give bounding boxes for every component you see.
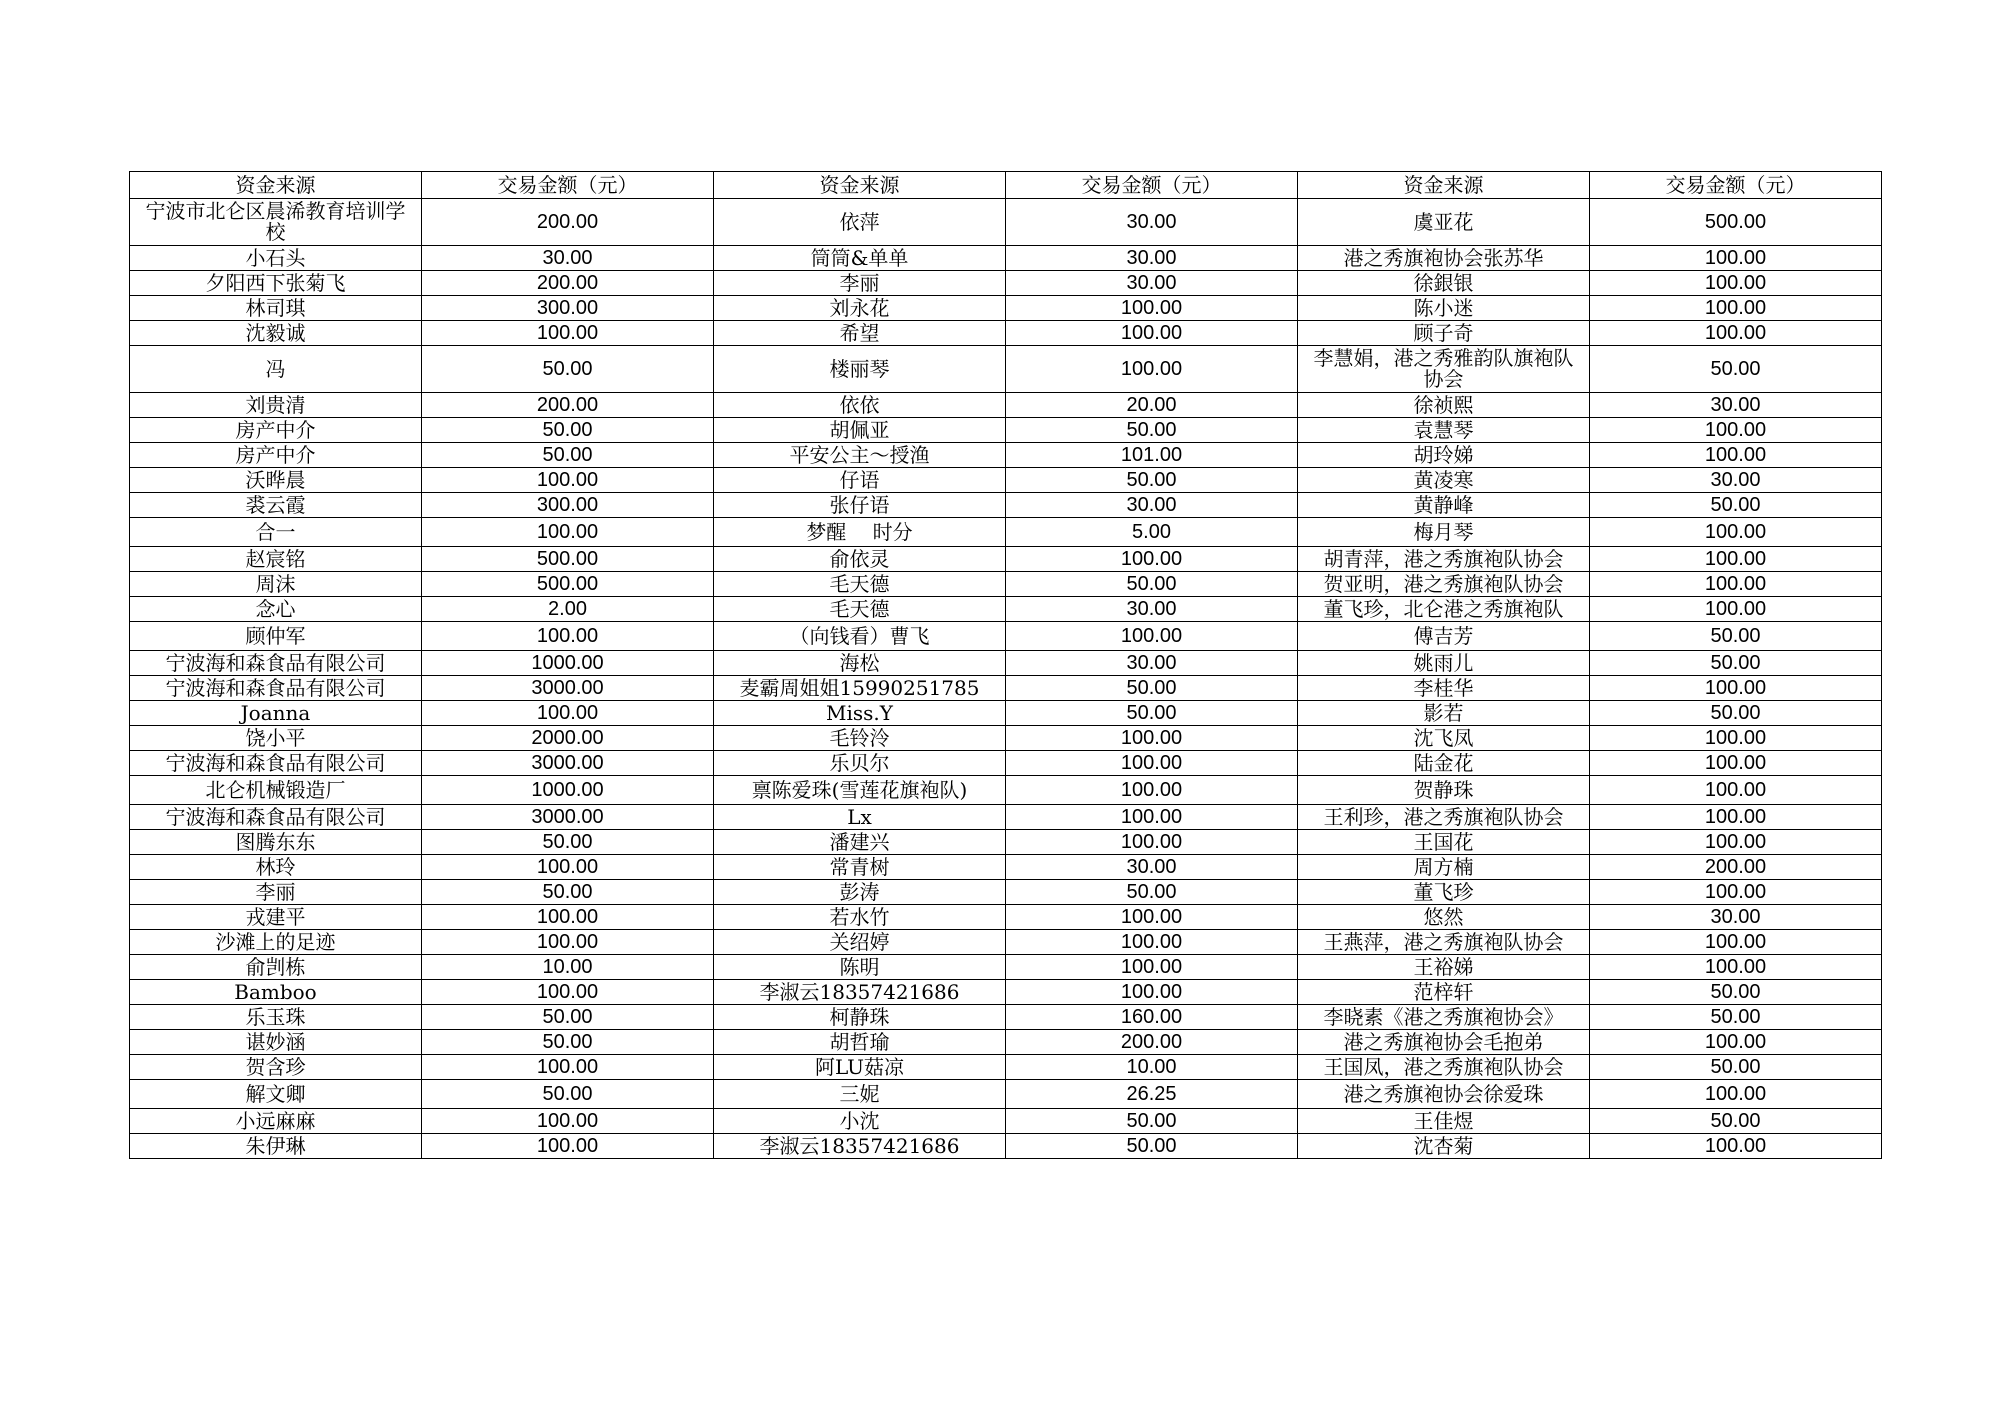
amount-cell: 100.00 bbox=[1006, 726, 1298, 751]
table-row bbox=[130, 572, 1882, 597]
amount-cell: 50.00 bbox=[1006, 1109, 1298, 1134]
amount-cell: 100.00 bbox=[1006, 296, 1298, 321]
amount-cell: 30.00 bbox=[1006, 855, 1298, 880]
source-cell: 顾仲军 bbox=[130, 622, 422, 651]
amount-cell: 50.00 bbox=[1006, 418, 1298, 443]
amount-cell: 100.00 bbox=[422, 905, 714, 930]
source-cell: 合一 bbox=[130, 518, 422, 547]
source-cell: 李丽 bbox=[714, 271, 1006, 296]
source-cell: 毛铃泠 bbox=[714, 726, 1006, 751]
amount-cell: 50.00 bbox=[1006, 676, 1298, 701]
source-cell: 仔语 bbox=[714, 468, 1006, 493]
amount-cell: 200.00 bbox=[1590, 855, 1882, 880]
table-row bbox=[130, 1134, 1882, 1159]
source-cell: 赵宸铭 bbox=[130, 547, 422, 572]
amount-cell: 3000.00 bbox=[422, 676, 714, 701]
source-cell: 房产中介 bbox=[130, 443, 422, 468]
amount-cell: 100.00 bbox=[1006, 805, 1298, 830]
amount-cell: 100.00 bbox=[1006, 830, 1298, 855]
source-cell: 俞剀栋 bbox=[130, 955, 422, 980]
source-cell: 陆金花 bbox=[1298, 751, 1590, 776]
amount-cell: 50.00 bbox=[422, 443, 714, 468]
source-cell: 港之秀旗袍协会张苏华 bbox=[1298, 246, 1590, 271]
source-cell: 梅月琴 bbox=[1298, 518, 1590, 547]
amount-cell: 100.00 bbox=[1006, 622, 1298, 651]
source-cell: 沈毅诚 bbox=[130, 321, 422, 346]
source-cell: 宁波海和森食品有限公司 bbox=[130, 676, 422, 701]
amount-cell: 100.00 bbox=[1006, 930, 1298, 955]
amount-cell: 100.00 bbox=[1590, 547, 1882, 572]
amount-cell: 500.00 bbox=[1590, 199, 1882, 246]
table-row bbox=[130, 905, 1882, 930]
amount-cell: 50.00 bbox=[1590, 346, 1882, 393]
amount-cell: 30.00 bbox=[1006, 493, 1298, 518]
amount-cell: 50.00 bbox=[1590, 651, 1882, 676]
source-cell: 顾子奇 bbox=[1298, 321, 1590, 346]
table-row bbox=[130, 980, 1882, 1005]
table-row bbox=[130, 830, 1882, 855]
amount-cell: 100.00 bbox=[1590, 321, 1882, 346]
amount-cell: 100.00 bbox=[1590, 597, 1882, 622]
source-cell: 沈杏菊 bbox=[1298, 1134, 1590, 1159]
source-cell: 王裕娣 bbox=[1298, 955, 1590, 980]
table-row bbox=[130, 199, 1882, 246]
source-cell: 平安公主～授渔 bbox=[714, 443, 1006, 468]
table-body bbox=[130, 199, 1882, 1159]
source-cell: 沈飞凤 bbox=[1298, 726, 1590, 751]
amount-cell: 50.00 bbox=[1590, 1055, 1882, 1080]
source-cell: 柯静珠 bbox=[714, 1005, 1006, 1030]
source-cell: 毛天德 bbox=[714, 572, 1006, 597]
source-cell: 三妮 bbox=[714, 1080, 1006, 1109]
source-cell: Lx bbox=[714, 805, 1006, 830]
source-cell: 李慧娟，港之秀雅韵队旗袍队协会 bbox=[1298, 346, 1590, 393]
amount-cell: 50.00 bbox=[1006, 572, 1298, 597]
table-row bbox=[130, 1055, 1882, 1080]
source-cell: 徐祯熙 bbox=[1298, 393, 1590, 418]
table-row bbox=[130, 393, 1882, 418]
amount-cell: 100.00 bbox=[1590, 805, 1882, 830]
amount-cell: 100.00 bbox=[422, 468, 714, 493]
amount-cell: 50.00 bbox=[1006, 1134, 1298, 1159]
table-row bbox=[130, 468, 1882, 493]
source-cell: 朱伊琳 bbox=[130, 1134, 422, 1159]
amount-cell: 5.00 bbox=[1006, 518, 1298, 547]
amount-cell: 100.00 bbox=[1590, 271, 1882, 296]
source-cell: 董飞珍，北仑港之秀旗袍队 bbox=[1298, 597, 1590, 622]
source-cell: 贺亚明，港之秀旗袍队协会 bbox=[1298, 572, 1590, 597]
source-cell: 李丽 bbox=[130, 880, 422, 905]
source-cell: 希望 bbox=[714, 321, 1006, 346]
table-row bbox=[130, 855, 1882, 880]
amount-cell: 100.00 bbox=[1006, 321, 1298, 346]
table-row bbox=[130, 751, 1882, 776]
amount-cell: 100.00 bbox=[1006, 905, 1298, 930]
source-cell: 依依 bbox=[714, 393, 1006, 418]
source-cell: 筒筒&单单 bbox=[714, 246, 1006, 271]
source-cell: 宁波海和森食品有限公司 bbox=[130, 751, 422, 776]
donation-ledger bbox=[129, 171, 1882, 1159]
source-cell: Joanna bbox=[130, 701, 422, 726]
table-row bbox=[130, 622, 1882, 651]
table-row bbox=[130, 880, 1882, 905]
source-cell: 董飞珍 bbox=[1298, 880, 1590, 905]
amount-cell: 100.00 bbox=[1590, 955, 1882, 980]
amount-cell: 3000.00 bbox=[422, 805, 714, 830]
table-row bbox=[130, 651, 1882, 676]
amount-cell: 100.00 bbox=[422, 1134, 714, 1159]
table-row bbox=[130, 701, 1882, 726]
source-cell: 常青树 bbox=[714, 855, 1006, 880]
source-cell: 依萍 bbox=[714, 199, 1006, 246]
amount-cell: 50.00 bbox=[1590, 1109, 1882, 1134]
amount-cell: 100.00 bbox=[1590, 1134, 1882, 1159]
amount-cell: 100.00 bbox=[1590, 296, 1882, 321]
amount-cell: 100.00 bbox=[1590, 776, 1882, 805]
amount-cell: 30.00 bbox=[1590, 468, 1882, 493]
amount-cell: 100.00 bbox=[1590, 1080, 1882, 1109]
source-cell: 宁波海和森食品有限公司 bbox=[130, 805, 422, 830]
source-cell: 宁波海和森食品有限公司 bbox=[130, 651, 422, 676]
amount-cell: 200.00 bbox=[422, 199, 714, 246]
amount-cell: 50.00 bbox=[422, 830, 714, 855]
table-row bbox=[130, 1109, 1882, 1134]
source-cell: 傅吉芳 bbox=[1298, 622, 1590, 651]
amount-cell: 1000.00 bbox=[422, 651, 714, 676]
amount-cell: 100.00 bbox=[1006, 776, 1298, 805]
header-amount-1: 交易金额（元） bbox=[422, 172, 714, 199]
amount-cell: 30.00 bbox=[1006, 246, 1298, 271]
amount-cell: 50.00 bbox=[422, 346, 714, 393]
amount-cell: 2.00 bbox=[422, 597, 714, 622]
source-cell: 北仑机械锻造厂 bbox=[130, 776, 422, 805]
amount-cell: 50.00 bbox=[422, 418, 714, 443]
amount-cell: 10.00 bbox=[1006, 1055, 1298, 1080]
source-cell: 影若 bbox=[1298, 701, 1590, 726]
amount-cell: 100.00 bbox=[422, 1055, 714, 1080]
source-cell: 王国凤，港之秀旗袍队协会 bbox=[1298, 1055, 1590, 1080]
amount-cell: 100.00 bbox=[422, 518, 714, 547]
amount-cell: 100.00 bbox=[1590, 418, 1882, 443]
amount-cell: 100.00 bbox=[1590, 572, 1882, 597]
table-row bbox=[130, 726, 1882, 751]
amount-cell: 20.00 bbox=[1006, 393, 1298, 418]
amount-cell: 50.00 bbox=[1006, 701, 1298, 726]
table-row bbox=[130, 246, 1882, 271]
source-cell: 乐玉珠 bbox=[130, 1005, 422, 1030]
source-cell: 谌妙涵 bbox=[130, 1030, 422, 1055]
source-cell: 房产中介 bbox=[130, 418, 422, 443]
source-cell: 戎建平 bbox=[130, 905, 422, 930]
amount-cell: 26.25 bbox=[1006, 1080, 1298, 1109]
source-cell: Miss.Y bbox=[714, 701, 1006, 726]
amount-cell: 50.00 bbox=[1590, 622, 1882, 651]
amount-cell: 100.00 bbox=[1590, 676, 1882, 701]
table-row bbox=[130, 346, 1882, 393]
table-row bbox=[130, 321, 1882, 346]
amount-cell: 200.00 bbox=[1006, 1030, 1298, 1055]
source-cell: 王燕萍，港之秀旗袍队协会 bbox=[1298, 930, 1590, 955]
amount-cell: 100.00 bbox=[1590, 1030, 1882, 1055]
amount-cell: 100.00 bbox=[1590, 443, 1882, 468]
source-cell: 悠然 bbox=[1298, 905, 1590, 930]
table-row bbox=[130, 518, 1882, 547]
donation-table bbox=[129, 171, 1882, 1159]
source-cell: 沙滩上的足迹 bbox=[130, 930, 422, 955]
source-cell: 姚雨儿 bbox=[1298, 651, 1590, 676]
amount-cell: 50.00 bbox=[422, 1005, 714, 1030]
source-cell: 梦醒 时分 bbox=[714, 518, 1006, 547]
amount-cell: 30.00 bbox=[1590, 393, 1882, 418]
source-cell: 沃晔晨 bbox=[130, 468, 422, 493]
source-cell: 胡玲娣 bbox=[1298, 443, 1590, 468]
table-row bbox=[130, 776, 1882, 805]
source-cell: 徐銀银 bbox=[1298, 271, 1590, 296]
source-cell: 王佳煜 bbox=[1298, 1109, 1590, 1134]
source-cell: 冯 bbox=[130, 346, 422, 393]
header-source-3: 资金来源 bbox=[1298, 172, 1590, 199]
table-row bbox=[130, 676, 1882, 701]
table-row bbox=[130, 1030, 1882, 1055]
table-row bbox=[130, 597, 1882, 622]
source-cell: 解文卿 bbox=[130, 1080, 422, 1109]
amount-cell: 100.00 bbox=[1006, 751, 1298, 776]
amount-cell: 100.00 bbox=[1590, 830, 1882, 855]
source-cell: 念心 bbox=[130, 597, 422, 622]
source-cell: 周沫 bbox=[130, 572, 422, 597]
source-cell: 胡青萍，港之秀旗袍队协会 bbox=[1298, 547, 1590, 572]
source-cell: 张仔语 bbox=[714, 493, 1006, 518]
source-cell: （向钱看）曹飞 bbox=[714, 622, 1006, 651]
source-cell: 港之秀旗袍协会毛抱弟 bbox=[1298, 1030, 1590, 1055]
source-cell: 范梓轩 bbox=[1298, 980, 1590, 1005]
source-cell: 图腾东东 bbox=[130, 830, 422, 855]
amount-cell: 30.00 bbox=[1590, 905, 1882, 930]
table-row bbox=[130, 296, 1882, 321]
amount-cell: 10.00 bbox=[422, 955, 714, 980]
amount-cell: 50.00 bbox=[1590, 493, 1882, 518]
source-cell: 港之秀旗袍协会徐爱珠 bbox=[1298, 1080, 1590, 1109]
table-row bbox=[130, 443, 1882, 468]
amount-cell: 100.00 bbox=[1006, 980, 1298, 1005]
source-cell: 黄凌寒 bbox=[1298, 468, 1590, 493]
source-cell: 李淑云18357421686 bbox=[714, 1134, 1006, 1159]
amount-cell: 100.00 bbox=[422, 622, 714, 651]
amount-cell: 30.00 bbox=[1006, 651, 1298, 676]
table-row bbox=[130, 547, 1882, 572]
amount-cell: 300.00 bbox=[422, 493, 714, 518]
source-cell: 禀陈爱珠(雪莲花旗袍队) bbox=[714, 776, 1006, 805]
amount-cell: 50.00 bbox=[1590, 980, 1882, 1005]
source-cell: 贺含珍 bbox=[130, 1055, 422, 1080]
source-cell: 周方楠 bbox=[1298, 855, 1590, 880]
source-cell: 陈小迷 bbox=[1298, 296, 1590, 321]
amount-cell: 101.00 bbox=[1006, 443, 1298, 468]
amount-cell: 2000.00 bbox=[422, 726, 714, 751]
source-cell: 贺静珠 bbox=[1298, 776, 1590, 805]
table-row bbox=[130, 1005, 1882, 1030]
amount-cell: 500.00 bbox=[422, 572, 714, 597]
amount-cell: 30.00 bbox=[1006, 597, 1298, 622]
source-cell: 林司琪 bbox=[130, 296, 422, 321]
amount-cell: 30.00 bbox=[422, 246, 714, 271]
header-source-1: 资金来源 bbox=[130, 172, 422, 199]
amount-cell: 500.00 bbox=[422, 547, 714, 572]
amount-cell: 100.00 bbox=[422, 701, 714, 726]
source-cell: 刘贵清 bbox=[130, 393, 422, 418]
source-cell: 小沈 bbox=[714, 1109, 1006, 1134]
amount-cell: 160.00 bbox=[1006, 1005, 1298, 1030]
source-cell: 若水竹 bbox=[714, 905, 1006, 930]
source-cell: 麦霸周姐姐15990251785 bbox=[714, 676, 1006, 701]
source-cell: 王利珍，港之秀旗袍队协会 bbox=[1298, 805, 1590, 830]
amount-cell: 50.00 bbox=[1590, 1005, 1882, 1030]
source-cell: 潘建兴 bbox=[714, 830, 1006, 855]
source-cell: 饶小平 bbox=[130, 726, 422, 751]
amount-cell: 100.00 bbox=[1006, 346, 1298, 393]
header-amount-3: 交易金额（元） bbox=[1590, 172, 1882, 199]
amount-cell: 100.00 bbox=[422, 1109, 714, 1134]
table-row bbox=[130, 271, 1882, 296]
amount-cell: 100.00 bbox=[422, 930, 714, 955]
amount-cell: 100.00 bbox=[1590, 880, 1882, 905]
amount-cell: 100.00 bbox=[1006, 547, 1298, 572]
source-cell: Bamboo bbox=[130, 980, 422, 1005]
source-cell: 胡佩亚 bbox=[714, 418, 1006, 443]
source-cell: 彭涛 bbox=[714, 880, 1006, 905]
amount-cell: 100.00 bbox=[1006, 955, 1298, 980]
amount-cell: 3000.00 bbox=[422, 751, 714, 776]
source-cell: 李晓素《港之秀旗袍协会》 bbox=[1298, 1005, 1590, 1030]
amount-cell: 200.00 bbox=[422, 271, 714, 296]
source-cell: 宁波市北仑区晨浠教育培训学校 bbox=[130, 199, 422, 246]
amount-cell: 100.00 bbox=[1590, 751, 1882, 776]
amount-cell: 100.00 bbox=[1590, 726, 1882, 751]
amount-cell: 50.00 bbox=[422, 1080, 714, 1109]
source-cell: 小远麻麻 bbox=[130, 1109, 422, 1134]
amount-cell: 100.00 bbox=[422, 980, 714, 1005]
amount-cell: 30.00 bbox=[1006, 199, 1298, 246]
header-row bbox=[130, 172, 1882, 199]
source-cell: 刘永花 bbox=[714, 296, 1006, 321]
header-amount-2: 交易金额（元） bbox=[1006, 172, 1298, 199]
amount-cell: 300.00 bbox=[422, 296, 714, 321]
amount-cell: 30.00 bbox=[1006, 271, 1298, 296]
table-row bbox=[130, 930, 1882, 955]
amount-cell: 50.00 bbox=[1006, 880, 1298, 905]
source-cell: 袁慧琴 bbox=[1298, 418, 1590, 443]
source-cell: 关绍婷 bbox=[714, 930, 1006, 955]
source-cell: 王国花 bbox=[1298, 830, 1590, 855]
amount-cell: 100.00 bbox=[422, 855, 714, 880]
source-cell: 裘云霞 bbox=[130, 493, 422, 518]
amount-cell: 100.00 bbox=[1590, 518, 1882, 547]
source-cell: 楼丽琴 bbox=[714, 346, 1006, 393]
amount-cell: 50.00 bbox=[422, 880, 714, 905]
amount-cell: 100.00 bbox=[1590, 246, 1882, 271]
amount-cell: 100.00 bbox=[422, 321, 714, 346]
source-cell: 乐贝尔 bbox=[714, 751, 1006, 776]
source-cell: 小石头 bbox=[130, 246, 422, 271]
amount-cell: 50.00 bbox=[422, 1030, 714, 1055]
amount-cell: 1000.00 bbox=[422, 776, 714, 805]
amount-cell: 100.00 bbox=[1590, 930, 1882, 955]
table-row bbox=[130, 418, 1882, 443]
source-cell: 阿LU菇凉 bbox=[714, 1055, 1006, 1080]
source-cell: 胡哲瑜 bbox=[714, 1030, 1006, 1055]
source-cell: 李淑云18357421686 bbox=[714, 980, 1006, 1005]
source-cell: 虞亚花 bbox=[1298, 199, 1590, 246]
header-source-2: 资金来源 bbox=[714, 172, 1006, 199]
source-cell: 林玲 bbox=[130, 855, 422, 880]
source-cell: 李桂华 bbox=[1298, 676, 1590, 701]
amount-cell: 50.00 bbox=[1590, 701, 1882, 726]
source-cell: 黄静峰 bbox=[1298, 493, 1590, 518]
source-cell: 夕阳西下张菊飞 bbox=[130, 271, 422, 296]
source-cell: 毛天德 bbox=[714, 597, 1006, 622]
table-row bbox=[130, 805, 1882, 830]
table-row bbox=[130, 955, 1882, 980]
amount-cell: 200.00 bbox=[422, 393, 714, 418]
table-row bbox=[130, 1080, 1882, 1109]
amount-cell: 50.00 bbox=[1006, 468, 1298, 493]
source-cell: 海松 bbox=[714, 651, 1006, 676]
source-cell: 俞依灵 bbox=[714, 547, 1006, 572]
table-row bbox=[130, 493, 1882, 518]
source-cell: 陈明 bbox=[714, 955, 1006, 980]
